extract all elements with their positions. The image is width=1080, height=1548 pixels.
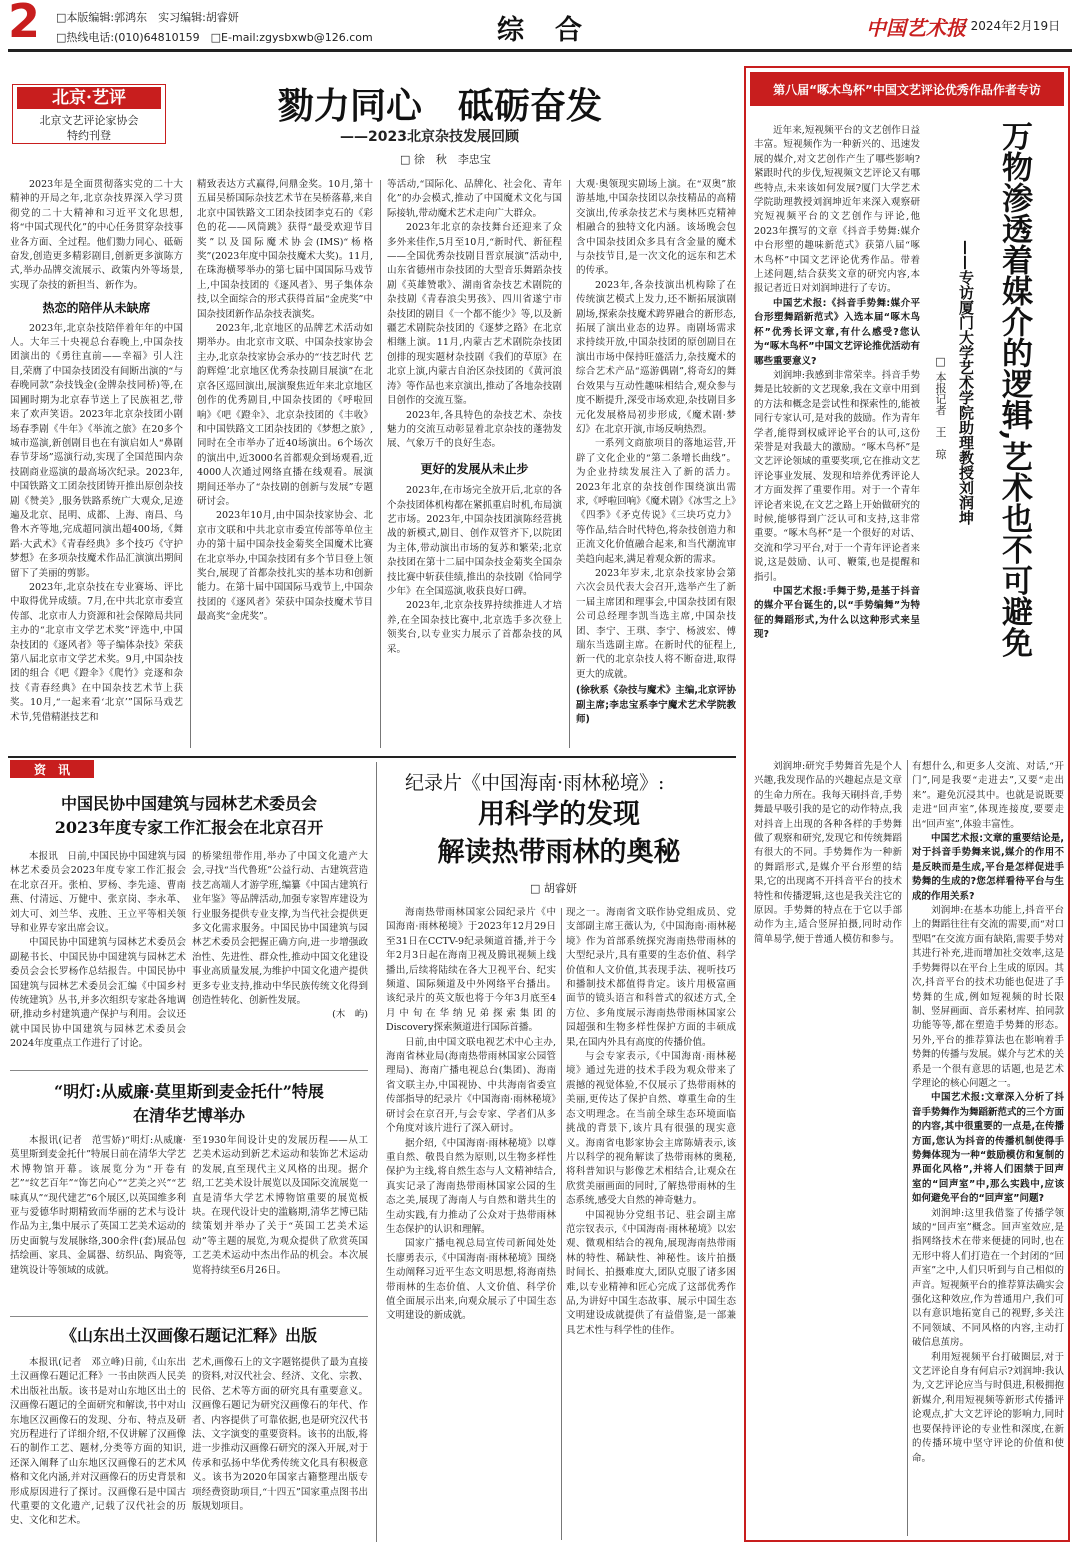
doc-col2-para2: 与会专家表示,《中国海南·雨林秘境》通过先进的技术手段为观众带来了震撼的视觉体验,不仅展示了热带雨林的美丽,更传达了保护自然、尊重生命的生态文明理念。在当前全球生态环境面临挑战的背景下,该片具有很强的现实意义。海南省电影家协会主席陈婧表示,该片以科学的视角解读了热带雨林的奥秘,将科普知识与影像艺术相结合,让观众在欣赏美丽画面的同时,了解热带雨林的生态系统,感受大自然的神奇魅力。 <box>566 1051 736 1207</box>
lead-headline: 勠力同心 砥砺奋发 <box>278 85 603 127</box>
news2-col2 <box>192 1134 368 1312</box>
news1-headline: 中国民协中国建筑与园林艺术委员会 2023年度专家工作汇报会在北京召开 <box>54 794 324 837</box>
beijing-art-box <box>12 84 166 144</box>
news1-col2 <box>192 850 368 1066</box>
lead-col1 <box>10 178 183 750</box>
lead-col2-para2: 2023年,北京地区的品牌艺术活动如期举办。由北京市文联、中国杂技家协会主办,北京杂技家协会承办的“‘技艺时代 艺韵辉煌’北京地区优秀杂技剧目展演”在北京各区巡回演出,展演聚焦近年来北京地区创作的优秀剧目,中国杂技团的《呼啦回响》《吧《蹬伞》、北京杂技团的《丰收》和中国铁路文工团杂技团的《梦想之旅》,同时在全市举办了近40场演出。6个场次的演出中,近3000名首都观众到场观看,近4000人次通过网络直播在线观看。展演期间还举办了“杂技剧的创新与发展”专题研讨会。 <box>197 323 373 507</box>
lead-col1-para2: 2023年,北京杂技陪伴着年年的中国人。大年三十央视总台春晚上,中国杂技团演出的《勇往直前——幸福》引人注目,荣膺了中国杂技团没有间断出演的“与春晚同款”杂技钱金(金牌杂技同桥)等,在国圃时期为北京春节送上了民族祖艺,带来了欢声笑语。2023年北京杂技团小剧场春季剧《牛年》《举流之旅》在20多个城市巡演,新创剧目也在有演启如人“鼻剧春节芽场”巡演行动,实现了全国范围内杂技剧商业巡演的最高场次纪录。2023年,中国铁路文工团杂技团铸开推出原创杂技剧《赞美》,服务铁路系统广大观众,足迹遍及北京、昆明、成都、上海、南昌、乌鲁木齐等地,完成超同演出超400场,《舞蹈·大武术》《青春经典》多个技巧《守护梦想》在多项杂技魔术作品汇演演出期间留下了美丽的剪影。 <box>10 322 183 579</box>
beijing-art-tag: 特约刊登 <box>67 129 111 142</box>
interview-col-lower-right <box>912 760 1064 1538</box>
masthead-rule <box>8 49 1072 52</box>
lead-col1-subhead: 热恋的陪伴从未缺席 <box>42 301 151 316</box>
lead-col1-para1: 2023年是全面贯彻落实党的二十大精神的开局之年,北京杂技界深入学习贯彻党的二十大精神和习近平文化思想,将“中国式现代化”的中心任务贯穿杂技事业各方面、全过程。他们勠力同心、砥砺奋发,创造更多精彩剧目,创新更多演陈方式,举办品牌交流展示、政策内外等场景,实现了杂技的新担当、新作为。 <box>10 179 183 291</box>
lead-col-rule <box>190 180 191 748</box>
news2-para2: 至1930年间设计史的发展历程——从工艺美术运动到新艺术运动和装饰艺术运动的发展,直至现代主义风格的出现。据介绍,工艺美术设计展览以及国际交流展览一直是清华大学艺术博物馆重要的展览板块。在现代设计史的滥觞期,清华艺博已陆续策划并举办了关于“英国工艺美术运动”等主题的展览,为观众提供了欣赏英国工艺美术运动中杰出作品的机会。本次展览将持续至6月26日。 <box>192 1135 368 1276</box>
doc-headline: 用科学的发现 解读热带雨林的奥秘 <box>437 799 681 868</box>
contact-line: □热线电话:(010)64810159 □E-mail:zgysbxwb@126.com <box>56 31 373 44</box>
news3-para2: 艺术,画像石上的文字题铭提供了最为直接的资料,对汉代社会、经济、文化、宗教、民俗、艺术等方面的研究具有重要意义。汉画像石题记为研究汉画像石的年代、作者、内容提供了可靠依据,也是研究汉代书法、文字演变的重要资料。该书的出版,将进一步推动汉画像石研究的深入开展,对于传承和弘扬中华优秀传统文化具有积极意义。该书为2020年国家古籍整理出版专项经费资助项目,“十四五”国家重点图书出版规划项目。 <box>192 1357 368 1513</box>
lead-col3-para3: 2023年,各具特色的杂技艺术、杂技魅力的交流互动彰显着北京杂技的蓬勃发展、气象万千的良好生态。 <box>387 409 562 450</box>
doc-col1 <box>386 906 556 1542</box>
lead-col3-para1: 等活动,“国际化、品牌化、社会化、青年化”的办会模式,推动了中国魔术文化与国际接轨,带动魔术艺术走向广大群众。 <box>387 179 562 219</box>
interview-intro: 近年来,短视频平台的文艺创作日益丰富。短视频作为一种新兴的、迅速发展的媒介,对文艺创作产生了哪些影响?紧跟时代的步伐,短视频文艺评论又有哪些特点,未来该如何发展?厦门大学艺术学院助理教授刘润坤近年来深入观察研究短视频平台的文艺创作与评论,他2023年撰写的文章《抖音手势舞:媒介中台形塑的趣味新范式》获第八届“啄木鸟杯”中国文艺评论优秀作品。带着上述问题,结合获奖文章的研究内容,本报记者近日对刘润坤进行了专访。 <box>754 125 920 295</box>
news-tag-label: 资 讯 <box>33 763 70 777</box>
interview-a2: 刘润坤:研究手势舞首先是个人兴趣,我发现作品的兴趣起点是文章的生命力所在。我每天刷抖音,手势舞最早吸引我的是它的动作特点,我对抖音上出现的各种各样的手势舞做了观察和研究,发现它和传统舞蹈有很大的不同。手势舞作为一种新的舞蹈形式,是媒介平台形塑的结果,它的出现离不开抖音平台的技术特性和传播逻辑,这也是我关注它的原因。手势舞的特点在于它以手部动作为主,适合竖屏拍摄,同时动作简单易学,便于普通人模仿和参与。 <box>754 761 902 945</box>
lead-subheadline: ——2023北京杂技发展回顾 <box>340 129 519 145</box>
news1-para2: 中国民协中国建筑与园林艺术委员会副秘书长、中国民协中国建筑与园林艺术委员会会长罗杨作总结报告。中国民协中国建筑与园林艺术委员会汇编《中国乡村传统建筑》丛书,并多次组织专家赴各地调研,推动乡村建筑遗产保护与利用。会议还就中国民协中国建筑与园林艺术委员会2024年度重点工作进行了讨论。 <box>10 937 186 1050</box>
section-title: 综 合 <box>497 15 584 46</box>
lead-col3-para4: 2023年,在市场完全放开后,北京的各个杂技团体机构都在紧抓重启时机,布局演艺市场。2023年,中国杂技团演陈经营挑战的新模式,剧目、创作双管齐下,以院团为主体,带动演出市场的复苏和繁荣;北京杂技团在第十二届中国杂技金菊奖全国杂技比赛中斩获佳绩,推出的杂技剧《恰同学少年》在全国巡演,收获良好口碑。 <box>387 485 562 597</box>
section-divider <box>8 756 736 758</box>
lead-col4-para2: 2023年,各杂技演出机构除了在传统演艺模式上发力,还不断拓展演剧剧场,探索杂技魔术跨界融合的新形态,拓展了演出业态的边界。南剧场需求求持续开放,中国杂技团的原创剧目在演出市场中保持旺盛活力,杂技魔术的综合艺术产品“巡游偶剧”,将奇幻的舞台效果与互动性趣味相结合,观众参与度不断提升,深受市场欢迎,杂技剧目多元化发展格局初步形成,《魔术剧·梦幻》在北京开演,市场反响热烈。 <box>576 279 736 435</box>
beijing-art-org: 北京文艺评论家协会 <box>39 114 139 127</box>
lead-col3-para2: 2023年北京的杂技舞台还迎来了众多外来佳作,5月至10月,“新时代、新征程——全国优秀杂技剧目晋京展演”活动中,山东省德州市杂技团的大型音乐舞蹈杂技剧《英雄赞歌》、湖南省杂技艺术剧院的杂技剧《青春浪尖男孩》、四川省遂宁市杂技团的剧目《一个都不能少》等,以及新疆艺术剧院杂技团的《逐梦之路》在北京相继上演。11月,内蒙古艺术剧院杂技团创排的现实题材杂技剧《我们的草原》在北京上演,内蒙古自治区杂技团的《黄河浪涛》等作品也来京演出,推动了各地杂技剧目创作的交流互鉴。 <box>387 222 562 407</box>
news2-col1 <box>10 1134 186 1312</box>
beijing-art-logo: 北京·艺评 <box>17 87 161 109</box>
doc-col1-para3: 据介绍,《中国海南·雨林秘境》以尊重自然、敬畏自然为原则,以生物多样性保护为主线,将自然生态与人文精神结合,真实记录了海南热带雨林国家公园的生态之美,展现了海南人与自然和谐共生的生动实践,有力推动了公众对于热带雨林生态保护的认识和理解。 <box>386 1137 556 1235</box>
interview-headline: 万物渗透着媒介的逻辑,艺术也不可避免 <box>996 120 1032 658</box>
news-divider <box>10 1070 368 1071</box>
lead-col-rule <box>569 180 570 748</box>
news3-col2 <box>192 1356 368 1542</box>
paper-name-logo: 中国艺术报 <box>866 16 966 40</box>
interview-a4: 刘润坤:这里我借鉴了传播学领域的“回声室”概念。回声室效应,是指网络技术在带来便捷的同时,也在无形中将人们打造在一个封闭的“回声室”之中,人们只听到与自己相似的声音。短视频平台的推荐算法确实会强化这种效应,作为普通用户,我们可以有意识地拓宽自己的视野,多关注不同领域、不同风格的内容,主动打破信息茧房。 <box>912 1207 1064 1349</box>
doc-kicker: 纪录片《中国海南·雨林秘境》: <box>405 772 665 794</box>
doc-col2 <box>566 906 736 1542</box>
doc-col-rule <box>561 908 562 1540</box>
interview-a1: 刘润坤:我感到非常荣幸。抖音手势舞是比较新的文艺现象,我在文章中用到的方法和概念是尝试性和探索性的,能被同行专家认可,是对我的鼓励。作为青年学者,能得到权威评论平台的认可,这份荣誉是对我最大的激励。“啄木鸟杯”是文艺评论领域的重要奖项,它在推动文艺评论事业发展、发现和培养优秀评论人才方面发挥了重要作用。对于一个青年评论者来说,在文艺之路上开始做研究的时候,能够得到广泛认可和支持,这非常重要。“啄木鸟杯”是一个很好的对话、交流和学习平台,对于一个青年评论者来说,这是鼓励、认可、鞭策,也是提醒和指引。 <box>754 369 920 583</box>
interview-col2-top: 有想什么,和更多人交流、对话,“开门”,同是我要“走进去”,又要“走出来”。避免沉浸其中。也就是说既要走进“回声室”,体现连接度,要要走出“回声室”,体验丰富性。 <box>912 761 1064 830</box>
interview-col-rule <box>907 760 908 1536</box>
lead-col1-para3: 2023年,北京杂技在专业赛场、评比中取得优异成绩。7月,在中共北京市委宣传部、北京市人力资源和社会保障局共同主办的“北京市文学艺术奖”评选中,中国杂技团的《逐风者》等子编体杂技》荣获第八届北京市文学艺术奖。9月,中国杂技团的组合《吧《蹬伞》《爬竹》竞逐和杂技《青春经典》在中国杂技艺术节上获奖。10月,“一起来看‘北京’”国际马戏艺术节,凭借精湛技艺和 <box>10 581 183 723</box>
news-divider <box>10 1316 368 1317</box>
doc-col1-para1: 海南热带雨林国家公园纪录片《中国海南·雨林秘境》于2023年12月29日至31日在CCTV-9纪录频道首播,并于今年2月3日起在海南卫视及腾讯视频上线播出,后续将陆续在各大卫视平台、纪实频道、国际频道及中外网络平台播出。该纪录片的英文版也将于今年3月底至4月中旬在华纳兄弟探索集团的Discovery探索频道进行国际首播。 <box>386 907 556 1034</box>
lead-col2-para1: 精致表达方式赢得,问鼎金奖。10月,第十五届吴桥国际杂技艺术节在吴桥落幕,来自北京中国铁路文工团杂技团李克石的《彩色的花——风筒跳》获得“最受欢迎节目奖”以及国际魔术协会(IMS)“杨格奖”(2023年度中国杂技魔术大奖)。11月,在珠海横琴举办的第七届中国国际马戏节上,中国杂技团的《逐风者》、男子集体杂技,以全面综合的形式获得首届“金虎奖”中国杂技团新作品杂技表演奖。 <box>197 179 373 320</box>
news2-headline: “明灯:从威廉·莫里斯到麦金托什”特展 在清华艺博举办 <box>54 1082 324 1125</box>
doc-col1-para4: 国家广播电视总局宣传司新闻处处长廖勇表示,《中国海南·雨林秘境》围绕生动阐释习近平生态文明思想,将海南热带雨林的生态价值、人文价值、科学价值全面展示出来,向观众展示了中国生态文明建设的新成就。 <box>386 1238 556 1322</box>
editor-line: □本版编辑:郭鸿东 实习编辑:胡睿妍 <box>56 11 239 24</box>
news1-end: (木 屿) <box>332 1009 368 1021</box>
news2-para1: 本报讯(记者 范雪娇)“明灯:从威廉·莫里斯到麦金托什”特展日前在清华大学艺术博物馆开幕。该展览分为“开卷有艺”“纹艺百年”“饰艺向心”“艺美之兴”“艺味真从”“现代建艺”6个展区,以英国维多利亚与爱德华时期精致而华丽的艺术与设计作品为主,集中展示了英国工艺美术运动的历史面貌与发展脉络,300余件(套)展品包括绘画、家具、金属器、纺织品、陶瓷等,建筑设计等领域的成就。 <box>10 1135 186 1276</box>
lead-col-rule <box>380 180 381 748</box>
lead-col4-para1: 大观·奥领现实剧场上演。在“双奥”旅游基地,中国杂技团以杂技精品的高精交演出,传承杂技艺术与奥林匹克精神相融合的独特文化内涵。该场晚会包含中国杂技团众多具有含金量的魔术与杂技节目,是一次文化的远东和艺术的传承。 <box>576 179 736 277</box>
doc-byline: □ 胡睿妍 <box>530 882 577 895</box>
doc-col2-para1: 现之一。海南省文联作协党组成员、党支部副主席王薇认为,《中国海南·雨林秘境》作为首部系统探究海南热带雨林的大型纪录片,具有重要的生态价值、科学价值和人文价值,其表现手法、视听技巧和播制技术都值得肯定。该片用极富画面节的镜头语言和科普式的叙述方式,全方位、多角度展示海南热带雨林国家公园超强和生物多样性保护方面的丰硕成果,在国内外具有高度的传播价值。 <box>566 907 736 1048</box>
interview-subhead: ——专访厦门大学艺术学院助理教授刘润坤 <box>957 240 975 525</box>
lead-col2-para3: 2023年10月,由中国杂技家协会、北京市文联和中共北京市委宣传部等单位主办的第十届中国杂技金菊奖全国魔术比赛在北京举办,中国杂技团有多个节目登上领奖台,展现了首都杂技扎实的基本功和创新能力。在第十届中国国际马戏节上,中国杂技团的《逐风者》荣获中国杂技魔术节目最高奖“金虎奖”。 <box>197 510 373 623</box>
doc-col2-para3: 中国视协分党组书记、驻会副主席范宗钗表示,《中国海南·雨林秘境》以宏观、微观相结合的视角,展现海南热带雨林的特性、稀缺性、神秘性。该片拍摄时间长、拍摄难度大,团队克服了诸多困难,以专业精神和匠心完成了这部优秀作品,为讲好中国生态故事、展示中国生态文明建设成就提供了有益借鉴,是一部兼具艺术性与科学性的佳作。 <box>566 1209 736 1336</box>
lead-col4-para4: 2023年岁末,北京杂技家协会第六次会员代表大会召开,选举产生了新一届主席团和理事会,中国杂技团有限公司总经理李凯当选主席,中国杂技团、李宁、王琪、李宁、杨波宏、傅瑞东当选副主席。在新时代的征程上,新一代的北京杂技人将不断奋进,取得更大的成就。 <box>576 567 736 680</box>
news3-col1 <box>10 1356 186 1542</box>
news1-para1: 本报讯 日前,中国民协中国建筑与园林艺术委员会2023年度专家工作汇报会在北京召开。张柏、罗杨、李先逵、曹南燕、付清远、万健中、张京岗、李永革、刘大可、刘兰华、戎胜、王立平等相关领导和业界专家出席会议。 <box>10 851 186 935</box>
lead-col3 <box>387 178 562 750</box>
lead-col4-para3: 一系列文商旅项目的落地运营,开辟了文化企业的“第二条增长曲线”。为企业持续发展注入了新的活力。2023年北京的杂技创作围绕演出需求,《呼啦回响》《魔术剧》《冰雪之上》《四季》《矛克传说》《三块巧克力》等作品,结合时代特色,将杂技创造力和正流文化价值融合起来,和当代潮流审美趋向起来,满足着观众新的需求。 <box>576 438 736 565</box>
interview-q1: 中国艺术报:《抖音手势舞:媒介平台形塑舞蹈新范式》入选本届“啄木鸟杯”优秀长评文章,有什么感受?您认为“啄木鸟杯”中国文艺评论推优活动有哪些重要意义? <box>754 297 920 367</box>
interview-banner-label: 第八届“啄木鸟杯”中国文艺评论优秀作品作者专访 <box>773 83 1041 97</box>
interview-col-lower-left <box>754 760 902 1538</box>
interview-banner <box>750 72 1064 106</box>
interview-q3: 中国艺术报:文章的重要结论是,对于抖音手势舞来说,媒介的作用不是反映而是生成,平台是怎样促进手势舞的生成的?您怎样看待平台与生成的作用关系? <box>912 833 1064 902</box>
column-rule <box>376 762 377 1542</box>
news1-col1 <box>10 850 186 1066</box>
news1-para3: 的桥梁纽带作用,举办了中国文化遗产大会,寻找“当代鲁班”公益行动、古建筑营造技艺高端人才游学班,编纂《中国古建筑行业年鉴》等品牌活动,加强专家智库建设为行业服务提供专业支撑,为当代社会提供更多文化需求服务。中国民协中国建筑与园林艺术委员会把握正确方向,进一步增强政治性、先进性、群众性,推动中国文化建设事业高质量发展,为维护中国文化遗产提供更多专业支持,推动中华民族传统文化得到创造性转化、创新性发展。 <box>192 851 368 1007</box>
interview-q2: 中国艺术报:手舞于势,是基于抖音的媒介平台诞生的,以“手势编舞”为特征的舞蹈形式,为什么以这种形式来呈现? <box>754 586 920 641</box>
lead-author-note: (徐秋系《杂技与魔术》主编,北京评协副主席;李忠宝系李宁魔术艺术学院教师) <box>576 685 736 726</box>
interview-col-upper <box>754 124 920 756</box>
news3-headline: 《山东出土汉画像石题记汇释》出版 <box>60 1326 317 1345</box>
lead-byline: □ 徐 秋 李忠宝 <box>400 153 491 166</box>
interview-col2-end: 利用短视频平台打破圈层,对于文艺评论自身有何启示?刘润坤:我认为,文艺评论应当与时俱进,积极拥抱新媒介,利用短视频等新形式传播评论观点,扩大文艺评论的影响力,同时也要保持评论的专业性和深度,在新的传播环境中坚守评论的价值和使命。 <box>912 1351 1064 1464</box>
interview-q4: 中国艺术报:文章深入分析了抖音手势舞作为舞蹈新范式的三个方面的内容,其中很重要的一点是,在传播方面,您认为抖音的传播机制使得手势舞体现为一种“鼓励模仿和复制的界面化风格”,并将人们困禁于回声室的“回声室”中,那么实践中,应该如何避免平台的“回声室”问题? <box>912 1092 1064 1205</box>
issue-date: · 2024年2月19日 <box>963 19 1061 33</box>
lead-col2 <box>197 178 373 750</box>
lead-col3-subhead: 更好的发展从未止步 <box>420 461 529 476</box>
doc-col1-para2: 日前,由中国文联电视艺术中心主办,海南省林业局(海南热带雨林国家公园管理局)、海南广播电视总台(集团)、海南省文联主办,中国视协、中共海南省委宣传部指导的纪录片《中国海南·雨林秘境》研讨会在京召开,与会专家、学者们从多个角度对该片进行了深入研讨。 <box>386 1036 556 1135</box>
lead-col4 <box>576 178 736 750</box>
lead-col3-para5: 2023年,北京杂技界持续推进人才培养,在全国杂技比赛中,北京选手多次登上领奖台,以专业实力展示了首都杂技的风采。 <box>387 600 562 655</box>
page-number: 2 <box>8 0 41 48</box>
interview-reporter: □ 本报记者 王 琼 <box>934 355 947 460</box>
interview-a3: 刘润坤:在基本功能上,抖音平台上的舞蹈往往有交流的需要,而“对口型唱”在交流方面有缺陷,需要手势对其进行补充,进而增加社交效率,这是手势舞得以在平台上生成的原因。其次,抖音平台的技术功能也促进了手势舞的生成,例如短视频的时长限制、竖屏画面、音乐素材库、拍同款功能等等,都在塑造手势舞的形态。另外,平台的推荐算法也在影响着手势舞的传播与发展。媒介与艺术的关系是一个很有意思的话题,也是艺术学理论的核心问题之一。 <box>912 905 1064 1089</box>
news3-para1: 本报讯(记者 邓立峰)日前,《山东出土汉画像石题记汇释》一书由陕西人民美术出版社出版。该书是对山东地区出土的汉画像石题记的全面研究和解读,书中对山东地区汉画像石的发现、分布、特点及研究历程进行了详细介绍,不仅讲解了汉画像石的制作工艺、题材,分类等方面的知识,还深入阐释了山东地区汉画像石的艺术风格和文化内涵,并对汉画像石的历史背景和形成原因进行了探讨。汉画像石是中国古代重要的文化遗产,记载了汉代社会的历史、文化和艺术。 <box>10 1357 186 1527</box>
news-tag <box>10 760 94 778</box>
